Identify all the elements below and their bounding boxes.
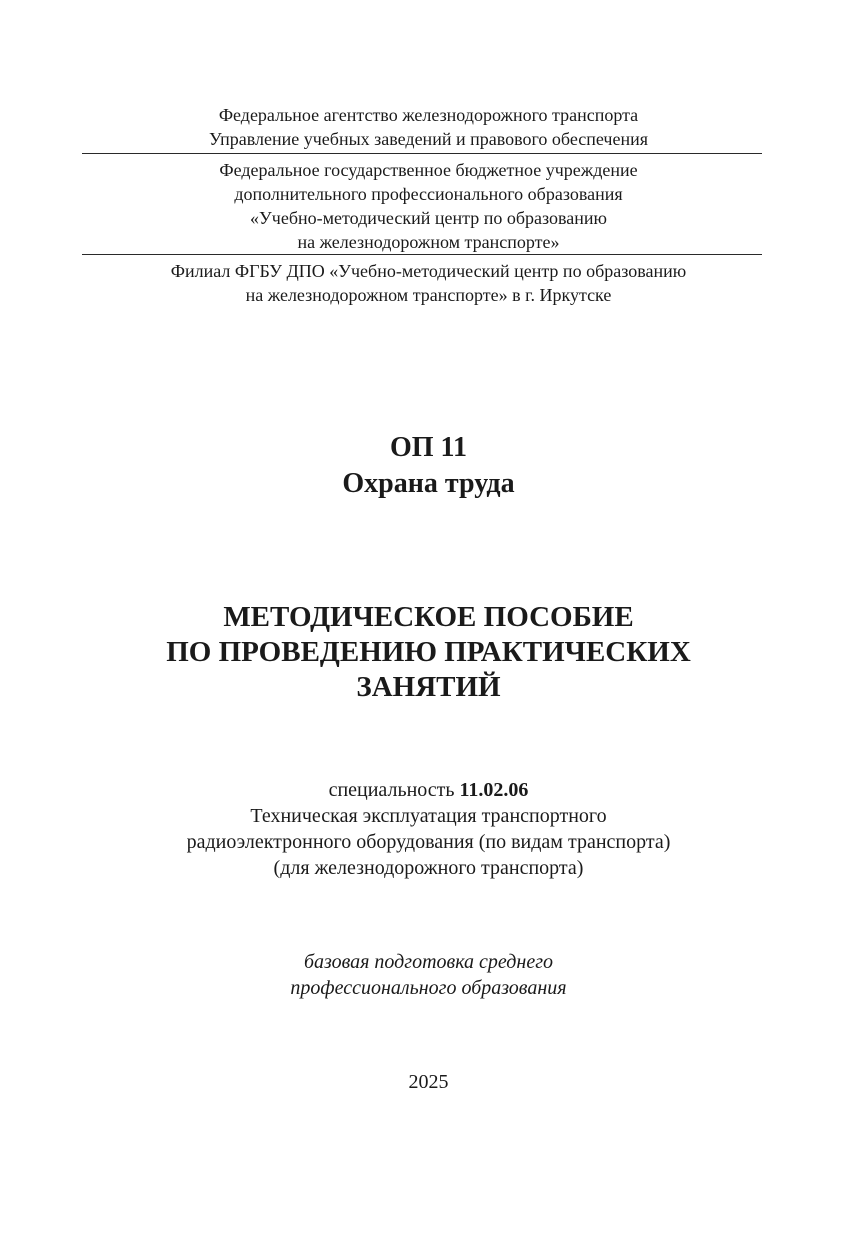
branch-line: Филиал ФГБУ ДПО «Учебно-методический центр по образованию bbox=[170, 261, 687, 281]
training-level-line: профессионального образования bbox=[290, 977, 567, 999]
institution-line: дополнительного профессионального образования bbox=[234, 184, 623, 204]
title-line: ЗАНЯТИЙ bbox=[356, 671, 501, 703]
document-title bbox=[0, 600, 857, 705]
course-block bbox=[0, 430, 857, 502]
branch-line: на железнодорожном транспорте» в г. Иркутске bbox=[245, 285, 612, 305]
specialty-code: 11.02.06 bbox=[459, 779, 529, 801]
agency-line: Федеральное агентство железнодорожного транспорта bbox=[218, 105, 639, 125]
institution-block bbox=[0, 158, 857, 254]
publication-year-block bbox=[0, 1069, 857, 1095]
specialty-line: Техническая эксплуатация транспортного bbox=[250, 805, 607, 827]
title-line: ПО ПРОВЕДЕНИЮ ПРАКТИЧЕСКИХ bbox=[166, 636, 691, 668]
header-divider bbox=[82, 153, 762, 154]
specialty-heading bbox=[0, 777, 857, 803]
specialty-block bbox=[0, 777, 857, 881]
agency-block bbox=[0, 103, 857, 151]
course-name: Охрана труда bbox=[342, 468, 515, 499]
specialty-line: (для железнодорожного транспорта) bbox=[273, 857, 584, 879]
institution-line: на железнодорожном транспорте» bbox=[297, 232, 560, 252]
publication-year: 2025 bbox=[408, 1071, 449, 1093]
institution-line: Федеральное государственное бюджетное учреждение bbox=[219, 160, 638, 180]
training-level-line: базовая подготовка среднего bbox=[303, 951, 554, 973]
title-line: МЕТОДИЧЕСКОЕ ПОСОБИЕ bbox=[223, 601, 634, 633]
course-code: ОП 11 bbox=[389, 432, 467, 463]
specialty-line: радиоэлектронного оборудования (по видам транспорта) bbox=[186, 831, 671, 853]
specialty-label: специальность bbox=[328, 779, 455, 801]
institution-line: «Учебно-методический центр по образованию bbox=[250, 208, 607, 228]
header-divider bbox=[82, 254, 762, 255]
branch-block bbox=[0, 259, 857, 307]
training-level-block bbox=[0, 949, 857, 1001]
agency-line: Управление учебных заведений и правового обеспечения bbox=[208, 129, 649, 149]
